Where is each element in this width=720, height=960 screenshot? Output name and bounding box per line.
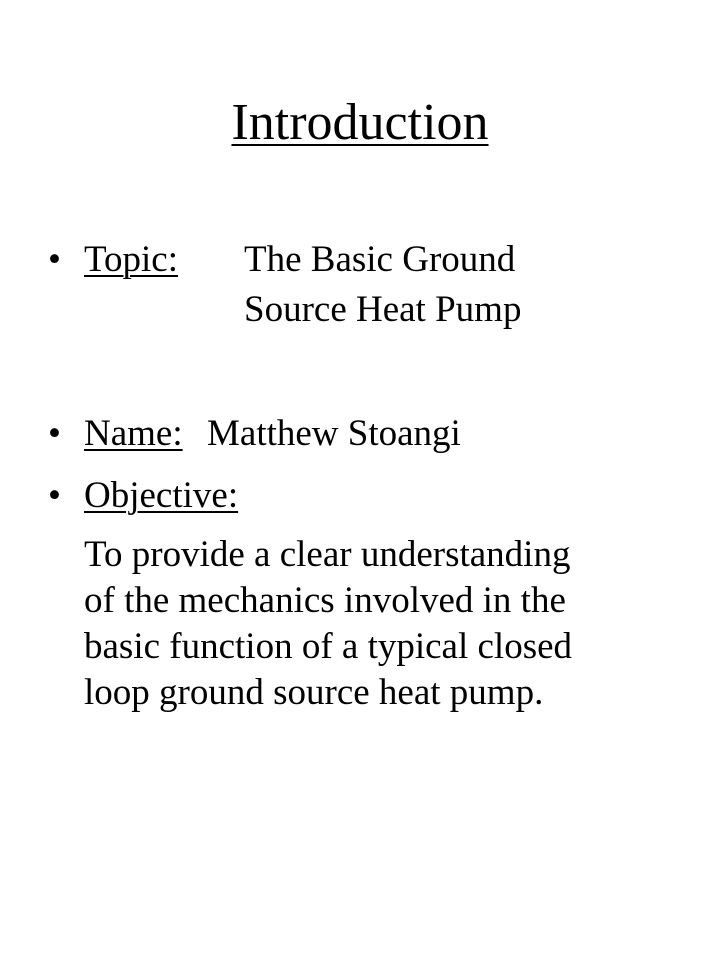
objective-label: Objective: [84, 475, 239, 516]
bullet-icon: • [48, 413, 61, 454]
name-label: Name: [84, 413, 183, 454]
topic-value-line-2: Source Heat Pump [244, 289, 522, 330]
objective-line: To provide a clear understanding [84, 534, 571, 575]
objective-line: of the mechanics involved in the [84, 580, 566, 621]
name-value: Matthew Stoangi [207, 413, 461, 454]
objective-line: loop ground source heat pump. [84, 672, 544, 713]
topic-label: Topic: [84, 239, 178, 280]
bullet-icon: • [48, 239, 61, 280]
bullet-icon: • [48, 475, 61, 516]
slide-title: Introduction [231, 94, 489, 151]
objective-text [84, 532, 684, 716]
objective-line: basic function of a typical closed [84, 626, 573, 667]
topic-value-line-1: The Basic Ground [244, 239, 516, 280]
